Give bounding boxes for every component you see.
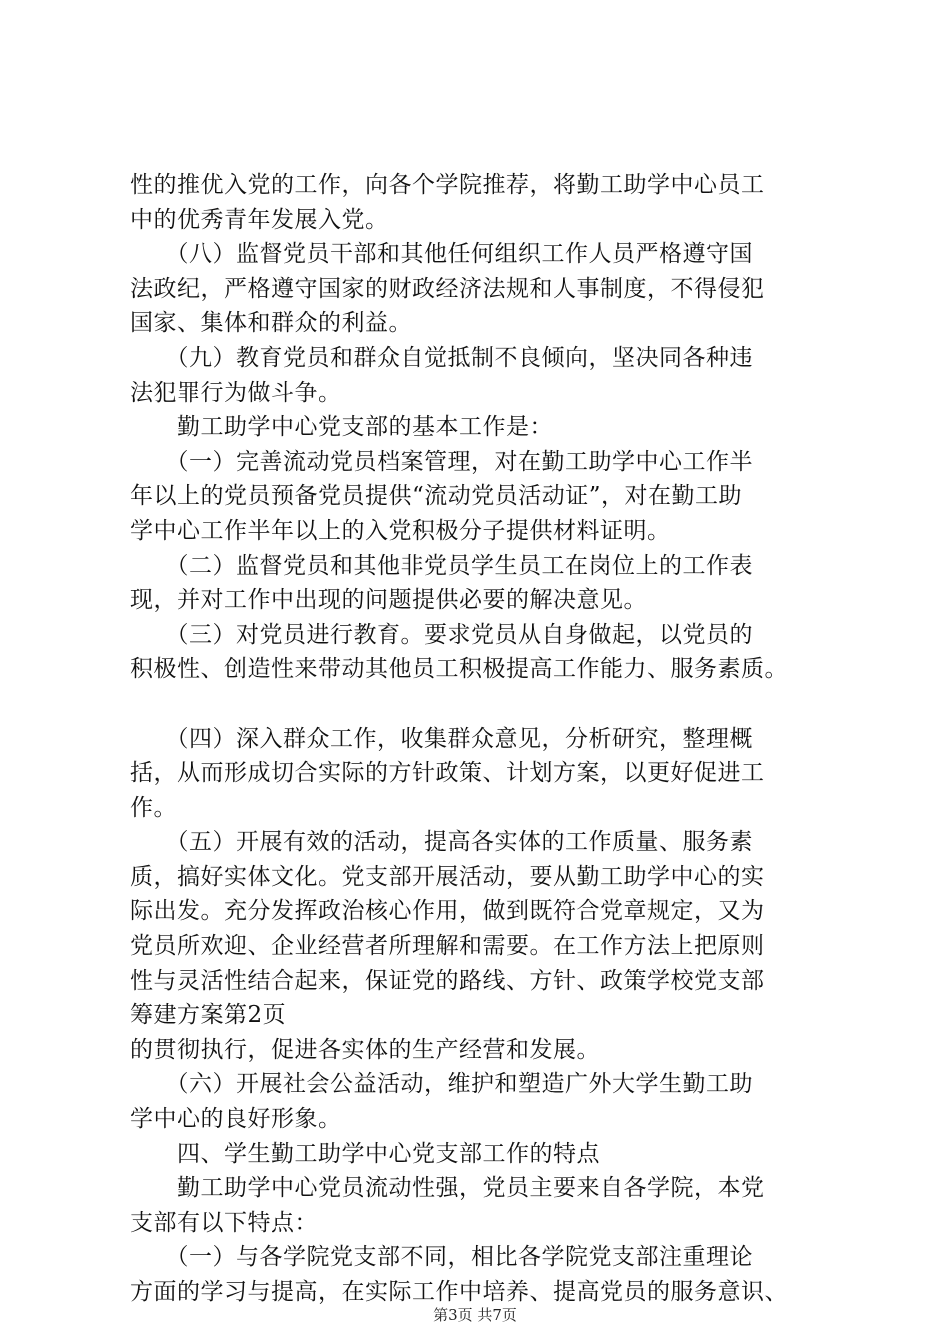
- document-body: [130, 168, 850, 1310]
- text-line: 中的优秀青年发展入党。: [130, 206, 389, 233]
- text-line: （四）深入群众工作，收集群众意见，分析研究，整理概: [130, 725, 753, 752]
- page-footer: 第3页 共7页: [433, 1306, 517, 1324]
- blank-line: [130, 687, 850, 722]
- text-line: 勤工助学中心党支部的基本工作是：: [130, 414, 553, 441]
- text-line: （三）对党员进行教育。要求党员从自身做起，以党员的: [130, 621, 753, 648]
- text-line: （八）监督党员干部和其他任何组织工作人员严格遵守国: [130, 241, 753, 268]
- text-line: 党员所欢迎、企业经营者所理解和需要。在工作方法上把原则: [130, 933, 765, 960]
- text-line: 性的推优入党的工作，向各个学院推荐，将勤工助学中心员工: [130, 172, 765, 198]
- text-line: 学中心工作半年以上的入党积极分子提供材料证明。: [130, 517, 671, 544]
- text-line: （一）完善流动党员档案管理，对在勤工助学中心工作半: [130, 448, 753, 475]
- text-line: 学中心的良好形象。: [130, 1106, 342, 1133]
- text-line: 际出发。充分发挥政治核心作用，做到既符合党章规定，又为: [130, 898, 765, 925]
- text-line: 年以上的党员预备党员提供“流动党员活动证”，对在勤工助: [130, 483, 743, 510]
- text-line: （五）开展有效的活动，提高各实体的工作质量、服务素: [130, 829, 753, 856]
- text-line: 质，搞好实体文化。党支部开展活动，要从勤工助学中心的实: [130, 863, 765, 890]
- text-line: （六）开展社会公益活动，维护和塑造广外大学生勤工助: [130, 1071, 753, 1098]
- text-line: 方面的学习与提高，在实际工作中培养、提高党员的服务意识、: [130, 1279, 788, 1305]
- text-line: 作。: [130, 794, 177, 821]
- text-line: 法犯罪行为做斗争。: [130, 379, 342, 406]
- text-line: 筹建方案第2页: [130, 1002, 287, 1029]
- text-line: 括，从而形成切合实际的方针政策、计划方案，以更好促进工: [130, 760, 765, 787]
- text-line: 的贯彻执行，促进各实体的生产经营和发展。: [130, 1036, 600, 1063]
- text-line: 性与灵活性结合起来，保证党的路线、方针、政策学校党支部: [130, 967, 765, 994]
- text-line: 积极性、创造性来带动其他员工积极提高工作能力、服务素质。: [130, 656, 788, 683]
- text-line: 国家、集体和群众的利益。: [130, 310, 412, 337]
- text-line: 支部有以下特点：: [130, 1209, 318, 1236]
- text-line: 现，并对工作中出现的问题提供必要的解决意见。: [130, 587, 647, 614]
- text-line: 勤工助学中心党员流动性强，党员主要来自各学院，本党: [130, 1175, 765, 1202]
- text-line: （九）教育党员和群众自觉抵制不良倾向，坚决同各种违: [130, 344, 753, 371]
- text-line: （二）监督党员和其他非党员学生员工在岗位上的工作表: [130, 552, 753, 579]
- text-line: （一）与各学院党支部不同，相比各学院党支部注重理论: [130, 1244, 753, 1271]
- text-line: 法政纪，严格遵守国家的财政经济法规和人事制度，不得侵犯: [130, 275, 765, 302]
- text-line: 四、学生勤工助学中心党支部工作的特点: [130, 1140, 600, 1167]
